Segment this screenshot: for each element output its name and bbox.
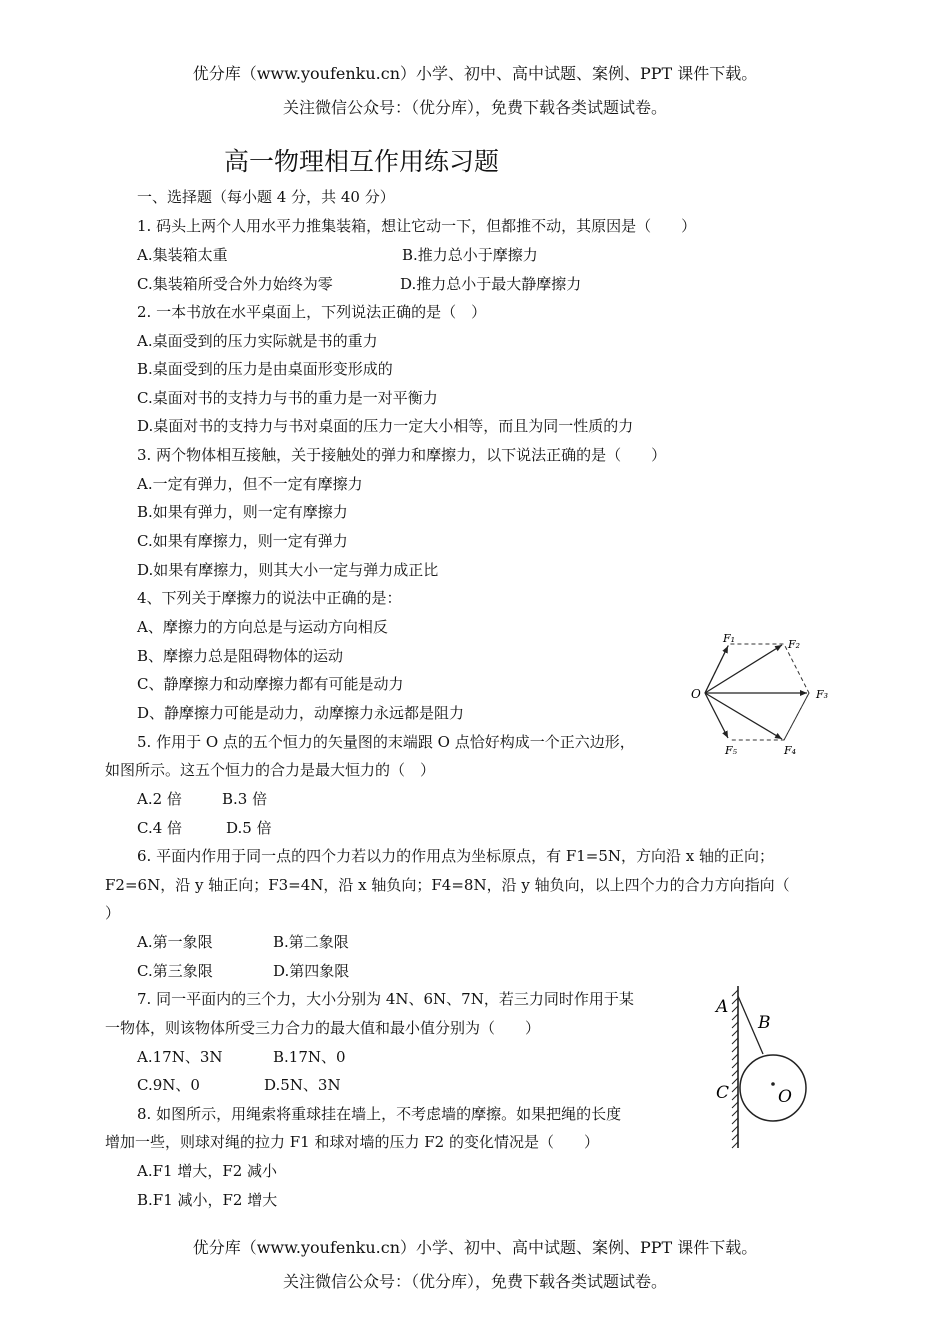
q6-stem-line-3: ）: [105, 904, 121, 922]
q5-stem-line-2: 如图所示。这五个恒力的合力是最大恒力的（ ）: [105, 761, 436, 779]
hexagon-force-figure: [688, 630, 838, 758]
q1-option-d: D.推力总小于最大静摩擦力: [400, 275, 582, 293]
q4-option-c: C、静摩擦力和动摩擦力都有可能是动力: [137, 675, 404, 693]
q5-option-d: D.5 倍: [226, 819, 272, 837]
q7-option-d: D.5N、3N: [264, 1076, 341, 1094]
q5-option-c: C.4 倍: [137, 819, 183, 837]
label-f1: F₁: [723, 632, 736, 645]
footer-line-2: 关注微信公众号：（优分库），免费下载各类试题试卷。: [282, 1272, 667, 1291]
q2-option-c: C.桌面对书的支持力与书的重力是一对平衡力: [137, 389, 438, 407]
ball-on-wall-figure: [708, 982, 818, 1152]
q3-option-b: B.如果有弹力，则一定有摩擦力: [137, 503, 348, 521]
q2-stem: 2. 一本书放在水平桌面上，下列说法正确的是（ ）: [137, 303, 487, 321]
q3-stem: 3. 两个物体相互接触，关于接触处的弹力和摩擦力，以下说法正确的是（ ）: [137, 446, 667, 464]
q3-option-a: A.一定有弹力，但不一定有摩擦力: [137, 475, 363, 493]
q3-option-d: D.如果有摩擦力，则其大小一定与弹力成正比: [137, 561, 439, 579]
page-title: 高一物理相互作用练习题: [224, 147, 500, 176]
q6-option-d: D.第四象限: [273, 962, 350, 980]
label-a: A: [716, 997, 729, 1017]
q5-option-a: A.2 倍: [137, 790, 182, 808]
q2-option-b: B.桌面受到的压力是由桌面形变形成的: [137, 360, 393, 378]
q6-option-b: B.第二象限: [273, 933, 349, 951]
label-f5: F₅: [725, 744, 738, 757]
label-b: B: [758, 1013, 771, 1033]
q4-option-a: A、摩擦力的方向总是与运动方向相反: [137, 618, 388, 636]
q6-option-c: C.第三象限: [137, 962, 213, 980]
label-f4: F₄: [784, 744, 797, 757]
q3-option-c: C.如果有摩擦力，则一定有弹力: [137, 532, 348, 550]
q8-option-b: B.F1 减小，F2 增大: [137, 1191, 278, 1209]
label-o: O: [691, 687, 701, 701]
q1-option-c: C.集装箱所受合外力始终为零: [137, 275, 333, 293]
q8-stem-line-2: 增加一些，则球对绳的拉力 F1 和球对墙的压力 F2 的变化情况是（ ）: [105, 1133, 599, 1151]
q1-stem: 1. 码头上两个人用水平力推集装箱，想让它动一下，但都推不动，其原因是（ ）: [137, 217, 697, 235]
section-heading: 一、选择题（每小题 4 分，共 40 分）: [137, 188, 395, 206]
q7-stem-line-1: 7. 同一平面内的三个力，大小分别为 4N、6N、7N，若三力同时作用于某: [137, 990, 634, 1008]
q7-stem-line-2: 一物体，则该物体所受三力合力的最大值和最小值分别为（ ）: [105, 1019, 541, 1037]
header-line-2: 关注微信公众号：（优分库），免费下载各类试题试卷。: [282, 98, 667, 117]
q4-stem: 4、下列关于摩擦力的说法中正确的是：: [137, 589, 402, 607]
q6-stem-line-1: 6. 平面内作用于同一点的四个力若以力的作用点为坐标原点，有 F1=5N，方向沿 x 轴的正向；: [137, 847, 775, 865]
label-o-ball: O: [778, 1087, 792, 1107]
q7-option-b: B.17N、0: [273, 1048, 346, 1066]
q8-stem-line-1: 8. 如图所示，用绳索将重球挂在墙上，不考虑墙的摩擦。如果把绳的长度: [137, 1105, 622, 1123]
q6-option-a: A.第一象限: [137, 933, 213, 951]
q4-option-b: B、摩擦力总是阻碍物体的运动: [137, 647, 344, 665]
q7-option-a: A.17N、3N: [137, 1048, 223, 1066]
q4-option-d: D、静摩擦力可能是动力，动摩擦力永远都是阻力: [137, 704, 465, 722]
q5-option-b: B.3 倍: [222, 790, 268, 808]
header-line-1: 优分库（www.youfenku.cn）小学、初中、高中试题、案例、PPT 课件下载。: [192, 64, 758, 83]
q1-option-b: B.推力总小于摩擦力: [402, 246, 538, 264]
q2-option-a: A.桌面受到的压力实际就是书的重力: [137, 332, 378, 350]
q8-option-a: A.F1 增大，F2 减小: [137, 1162, 278, 1180]
q2-option-d: D.桌面对书的支持力与书对桌面的压力一定大小相等，而且为同一性质的力: [137, 417, 634, 435]
q7-option-c: C.9N、0: [137, 1076, 200, 1094]
footer-line-1: 优分库（www.youfenku.cn）小学、初中、高中试题、案例、PPT 课件下载。: [192, 1238, 758, 1257]
q5-stem-line-1: 5. 作用于 O 点的五个恒力的矢量图的末端跟 O 点恰好构成一个正六边形，: [137, 733, 635, 751]
label-f2: F₂: [788, 638, 801, 651]
label-f3: F₃: [816, 688, 829, 701]
q1-option-a: A.集装箱太重: [137, 246, 228, 264]
label-c: C: [716, 1083, 730, 1103]
q6-stem-line-2: F2=6N，沿 y 轴正向；F3=4N，沿 x 轴负向；F4=8N，沿 y 轴负向，以上四个力的合力方向指向（: [105, 876, 790, 894]
ball: [740, 1055, 806, 1121]
